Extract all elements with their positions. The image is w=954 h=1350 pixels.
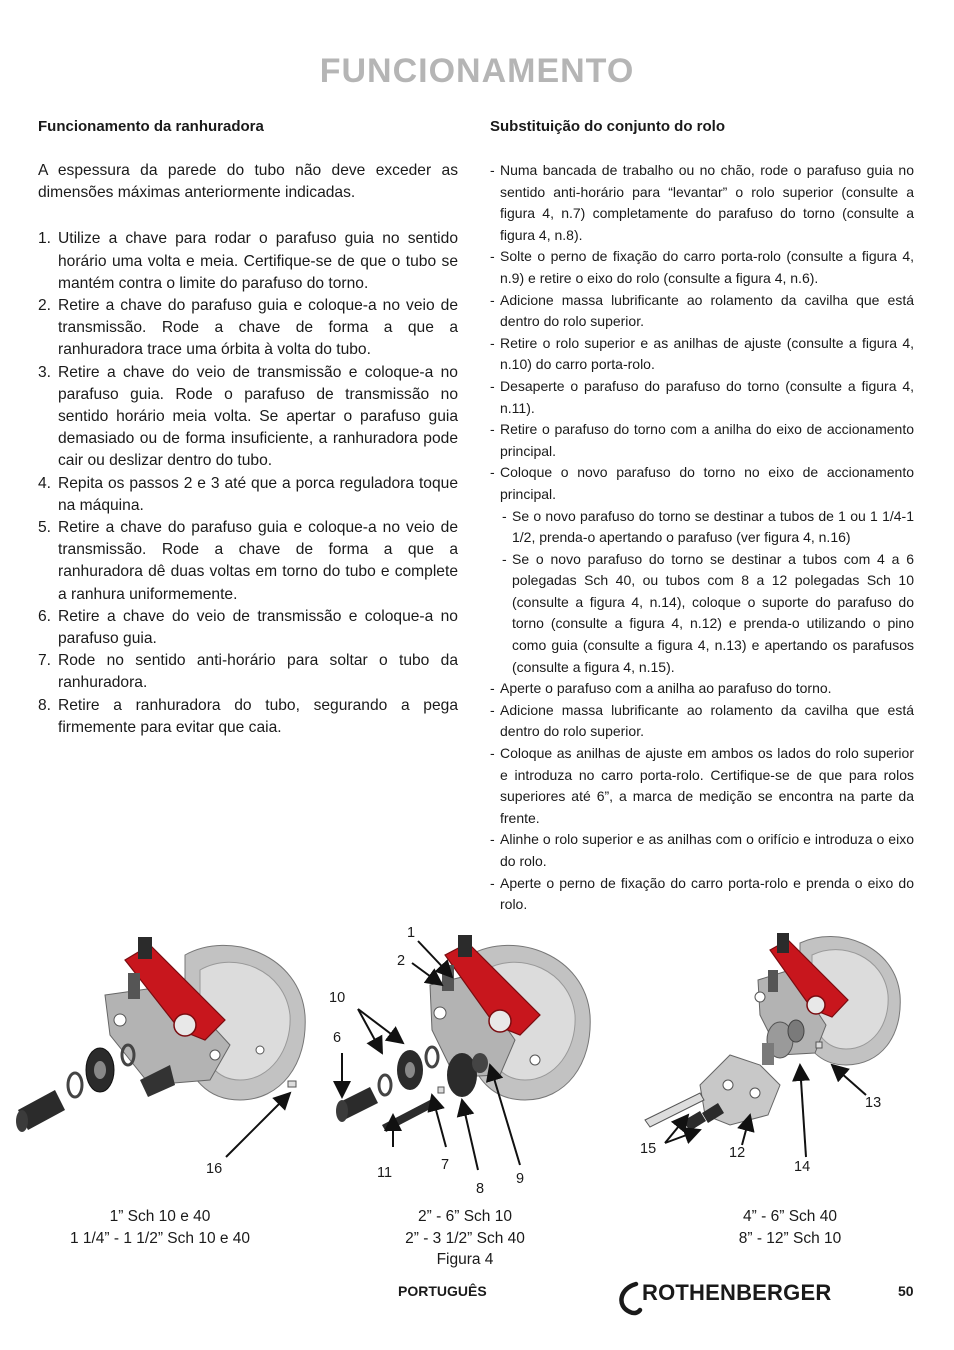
footer-language: PORTUGUÊS bbox=[398, 1283, 487, 1299]
callout-16: 16 bbox=[206, 1161, 223, 1177]
callout-2: 2 bbox=[397, 953, 406, 969]
callout-10: 10 bbox=[329, 990, 346, 1006]
list-item: 6. Retire a chave do veio de transmissão e coloque-a no parafuso guia. bbox=[38, 607, 458, 648]
list-item: 7. Rode no sentido anti-horário para soltar o tubo da ranhuradora. bbox=[38, 652, 458, 692]
list-item: 8. Retire a ranhuradora do tubo, segurando a pega firmemente para evitar que caia. bbox=[38, 696, 458, 736]
list-item: - Coloque as anilhas de ajuste em ambos os lados do rolo superior e introduza no carro porta-rolo. Certifique-se de que para rolos superiores até 6”, a marca de medição se encontra na parte da frente. bbox=[490, 745, 914, 826]
roll-assembly-large bbox=[645, 933, 900, 1131]
list-item: - Adicione massa lubrificante ao rolamento da cavilha que está dentro do rolo superior. bbox=[490, 291, 914, 330]
list-item: - Desaperte o parafuso do parafuso do torno (consulte a figura 4, n.11). bbox=[490, 377, 914, 416]
page-title: FUNCIONAMENTO bbox=[319, 52, 635, 90]
page-number: 50 bbox=[898, 1283, 914, 1299]
left-heading: Funcionamento da ranhuradora bbox=[38, 118, 264, 135]
list-item: 4. Repita os passos 2 e 3 até que a porca reguladora toque na máquina. bbox=[38, 474, 458, 514]
callout-1: 1 bbox=[407, 925, 416, 941]
roll-assembly-small bbox=[16, 937, 305, 1132]
callout-15: 15 bbox=[640, 1141, 657, 1157]
list-item: - Aperte o parafuso com a anilha ao parafuso do torno. bbox=[490, 680, 832, 697]
callout-6: 6 bbox=[333, 1030, 342, 1046]
callout-11: 11 bbox=[377, 1165, 393, 1181]
list-item: - Se o novo parafuso do torno se destinar a tubos de 1 ou 1 1/4-1 1/2, prenda-o apertando o parafuso (ver figura 4, n.16) bbox=[502, 507, 914, 546]
list-item: - Solte o perno de fixação do carro porta-rolo (consulte a figura 4, n.9) e retire o eixo do rolo (consulte a figura 4, n.6). bbox=[490, 248, 914, 286]
list-item: - Adicione massa lubrificante ao rolamento da cavilha que está dentro do rolo superior. bbox=[490, 701, 914, 740]
caption-left: 1” Sch 10 e 40 1 1/4” - 1 1/2” Sch 10 e 40 bbox=[69, 1208, 251, 1247]
callout-13: 13 bbox=[865, 1095, 882, 1111]
list-item: - Se o novo parafuso do torno se destinar a tubos com 4 a 6 polegadas Sch 40, ou tubos com 8 a 12 polegadas Sch 10 (consulte a figura 4, n.14), coloque o suporte do parafuso do torno (consulte a figura 4, n.12) e prenda-o utilizando o pino como guia (consulte a figura 4, n.13) e apertando os parafusos (consulte a figura 4, n.15). bbox=[502, 550, 914, 675]
brand-logo: ROTHENBERGER bbox=[642, 1280, 832, 1305]
list-item: 2. Retire a chave do parafuso guia e coloque-a no veio de transmissão. Rode a chave de forma a que a ranhuradora trace uma órbita à volta do tubo. bbox=[38, 297, 458, 359]
replacement-list bbox=[490, 160, 914, 916]
figure-label: Figura 4 bbox=[436, 1251, 494, 1268]
list-item: - Retire o parafuso do torno com a anilha do eixo de accionamento principal. bbox=[490, 421, 914, 459]
list-item: 5. Retire a chave do parafuso guia e coloque-a no veio de transmissão. Rode a chave de forma a que a ranhuradora dê duas voltas em torno do tubo e complete a ranhura uniformemente. bbox=[38, 519, 458, 603]
list-item: - Coloque o novo parafuso do torno no eixo de accionamento principal. bbox=[490, 464, 914, 502]
figure-4 bbox=[0, 925, 954, 1215]
left-column bbox=[38, 116, 458, 739]
list-item: 3. Retire a chave do veio de transmissão e coloque-a no parafuso guia. Rode o parafuso de transmissão no sentido horário meia volta. Se apertar o parafuso guia demasiado ou de forma insuficiente, a ranhuradora pode cair ou deslizar dentro do tubo. bbox=[38, 363, 458, 470]
caption-right: 4” - 6” Sch 40 8” - 12” Sch 10 bbox=[738, 1208, 842, 1247]
list-item: - Numa bancada de trabalho ou no chão, rode o parafuso guia no sentido anti-horário para “levantar” o rolo superior (consulte a figura 4, n.7) completamente do parafuso do torno (consulte a figura 4, n.8). bbox=[490, 162, 914, 243]
steps-list bbox=[38, 228, 458, 739]
left-intro: A espessura da parede do tubo não deve exceder as dimensões máximas anteriormente indicadas. bbox=[38, 162, 458, 202]
right-column bbox=[490, 116, 914, 916]
callout-8: 8 bbox=[476, 1181, 485, 1197]
callout-12: 12 bbox=[729, 1145, 746, 1161]
list-item: - Aperte o perno de fixação do carro porta-rolo e prenda o eixo do rolo. bbox=[490, 874, 914, 913]
callout-9: 9 bbox=[516, 1171, 525, 1187]
list-item: - Retire o rolo superior e as anilhas de ajuste (consulte a figura 4, n.10) do carro porta-rolo. bbox=[490, 334, 914, 373]
callout-7: 7 bbox=[441, 1157, 450, 1173]
right-heading: Substituição do conjunto do rolo bbox=[490, 118, 725, 135]
list-item: - Alinhe o rolo superior e as anilhas com o orifício e introduza o eixo do rolo. bbox=[490, 831, 914, 869]
list-item: 1. Utilize a chave para rodar o parafuso guia no sentido horário uma volta e meia. Certifique-se de que o tubo se mantém contra o limite do parafuso do torno. bbox=[38, 230, 458, 292]
caption-middle: 2” - 6” Sch 10 2” - 3 1/2” Sch 40 Figura 4 bbox=[345, 1206, 585, 1271]
callout-14: 14 bbox=[794, 1159, 811, 1175]
exploded-diagram bbox=[0, 925, 954, 1215]
